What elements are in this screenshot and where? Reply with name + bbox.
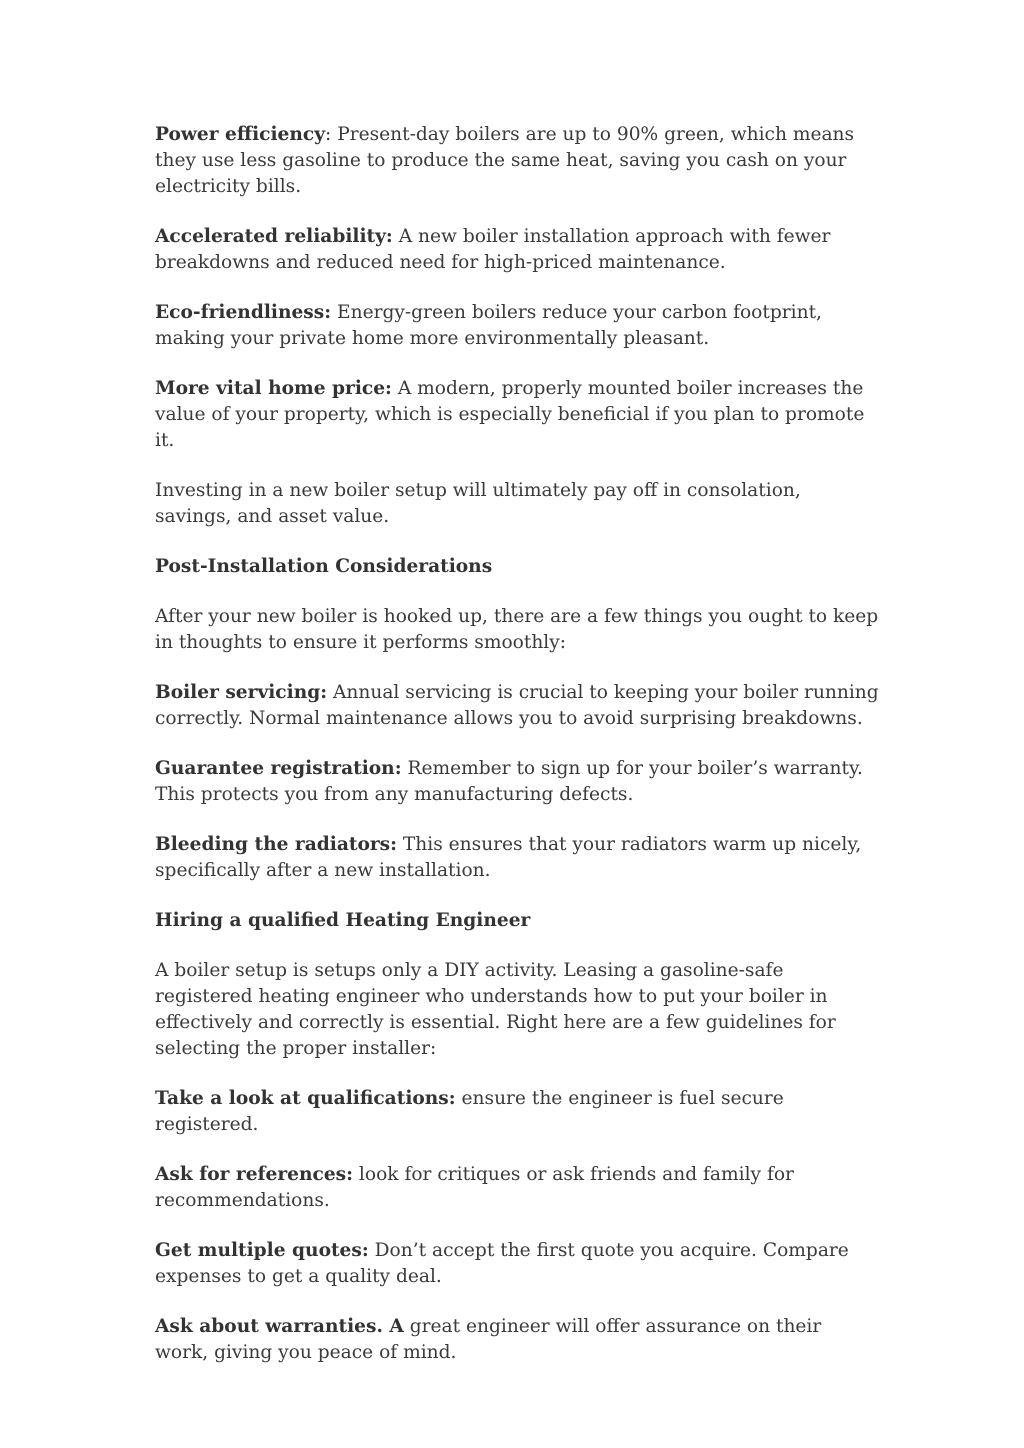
warranties-label: Ask about warranties. A bbox=[155, 1316, 404, 1337]
references-label: Ask for references: bbox=[155, 1164, 354, 1185]
bleeding-radiators-text: This ensures that your radiators warm up nicely, specifically after a new installation. bbox=[155, 834, 862, 881]
qualifications-label: Take a look at qualifications: bbox=[155, 1088, 456, 1109]
references-text: look for critiques or ask friends and family for recommendations. bbox=[155, 1164, 794, 1211]
document-page bbox=[155, 122, 880, 1390]
quotes-paragraph bbox=[155, 1238, 880, 1290]
post-installation-intro: After your new boiler is hooked up, there are a few things you ought to keep in thoughts to ensure it performs smoothly: bbox=[155, 606, 879, 653]
reliability-text: A new boiler installation approach with fewer breakdowns and reduced need for high-priced maintenance. bbox=[155, 226, 831, 273]
home-price-paragraph bbox=[155, 376, 880, 454]
home-price-text: A modern, properly mounted boiler increases the value of your property, which is especially beneficial if you plan to promote it. bbox=[155, 378, 865, 451]
post-installation-heading: Post-Installation Considerations bbox=[155, 556, 493, 577]
eco-friendliness-paragraph bbox=[155, 300, 880, 352]
bleeding-radiators-paragraph bbox=[155, 832, 880, 884]
warranties-text: great engineer will offer assurance on their work, giving you peace of mind. bbox=[155, 1316, 822, 1363]
quotes-label: Get multiple quotes: bbox=[155, 1240, 369, 1261]
boiler-servicing-text: Annual servicing is crucial to keeping your boiler running correctly. Normal maintenance allows you to avoid surprising breakdowns. bbox=[155, 682, 879, 729]
references-paragraph bbox=[155, 1162, 880, 1214]
qualifications-paragraph bbox=[155, 1086, 880, 1138]
power-efficiency-label: Power efficiency bbox=[155, 124, 326, 145]
quotes-text: Don’t accept the first quote you acquire. Compare expenses to get a quality deal. bbox=[155, 1240, 849, 1287]
boiler-servicing-paragraph bbox=[155, 680, 880, 732]
guarantee-registration-label: Guarantee registration: bbox=[155, 758, 402, 779]
reliability-label: Accelerated reliability: bbox=[155, 226, 393, 247]
reliability-paragraph bbox=[155, 224, 880, 276]
hiring-intro: A boiler setup is setups only a DIY activity. Leasing a gasoline-safe registered heating engineer who understands how to put your boiler in effectively and correctly is essential. Right here are a few guidelines for selecting the proper installer: bbox=[155, 960, 836, 1059]
eco-friendliness-label: Eco-friendliness: bbox=[155, 302, 332, 323]
warranties-paragraph bbox=[155, 1314, 880, 1366]
power-efficiency-text: : Present-day boilers are up to 90% green, which means they use less gasoline to produce the same heat, saving you cash on your electricity bills. bbox=[155, 124, 855, 197]
guarantee-registration-text: Remember to sign up for your boiler’s warranty. This protects you from any manufacturing defects. bbox=[155, 758, 863, 805]
boiler-servicing-label: Boiler servicing: bbox=[155, 682, 328, 703]
qualifications-text: ensure the engineer is fuel secure registered. bbox=[155, 1088, 784, 1135]
guarantee-registration-paragraph bbox=[155, 756, 880, 808]
investment-summary-paragraph: Investing in a new boiler setup will ultimately pay off in consolation, savings, and asset value. bbox=[155, 480, 801, 527]
bleeding-radiators-label: Bleeding the radiators: bbox=[155, 834, 397, 855]
home-price-label: More vital home price: bbox=[155, 378, 392, 399]
hiring-heading: Hiring a qualified Heating Engineer bbox=[155, 910, 531, 931]
power-efficiency-paragraph bbox=[155, 122, 880, 200]
eco-friendliness-text: Energy-green boilers reduce your carbon footprint, making your private home more environmentally pleasant. bbox=[155, 302, 822, 349]
